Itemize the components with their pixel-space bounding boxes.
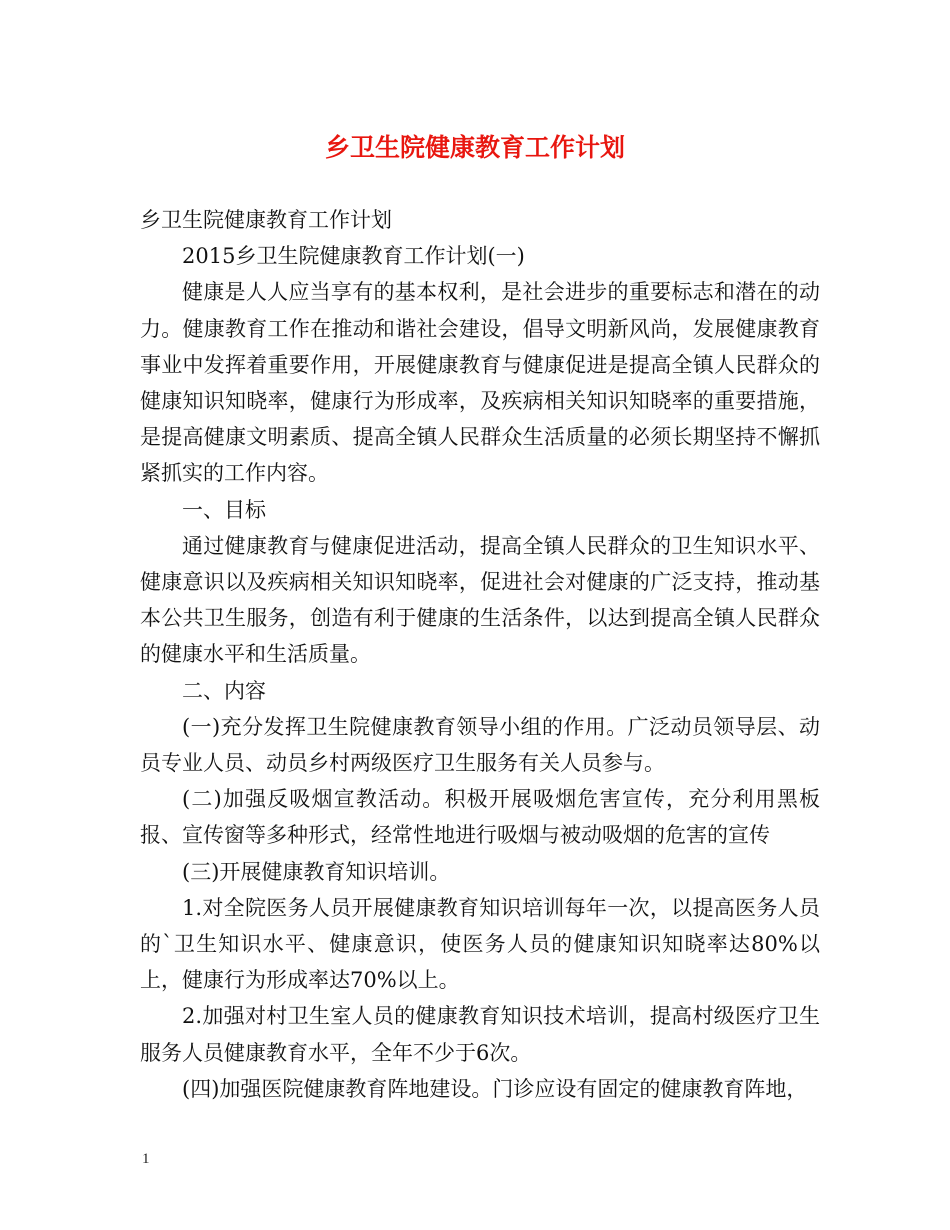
document-body [140, 202, 820, 1107]
document-title: 乡卫生院健康教育工作计划 [324, 133, 625, 162]
paragraph: 二、内容 [182, 678, 266, 703]
paragraph: (二)加强反吸烟宣教活动。积极开展吸烟危害宣传，充分利用黑板报、宣传窗等多种形式，经常性地进行吸烟与被动吸烟的危害的宣传 [140, 787, 820, 848]
paragraph: 2.加强对村卫生室人员的健康教育知识技术培训，提高村级医疗卫生服务人员健康教育水平，全年不少于6次。 [140, 1004, 820, 1065]
paragraph: (一)充分发挥卫生院健康教育领导小组的作用。广泛动员领导层、动员专业人员、动员乡村两级医疗卫生服务有关人员参与。 [140, 714, 820, 776]
paragraph: 乡卫生院健康教育工作计划 [140, 208, 392, 232]
paragraph: (四)加强医院健康教育阵地建设。门诊应设有固定的健康教育阵地， [182, 1076, 808, 1101]
paragraph: 2015乡卫生院健康教育工作计划(一) [182, 244, 525, 269]
paragraph: 健康是人人应当享有的基本权利，是社会进步的重要标志和潜在的动力。健康教育工作在推动和谐社会建设，倡导文明新风尚，发展健康教育事业中发挥着重要作用，开展健康教育与健康促进是提高全镇人民群众的健康知识知晓率，健康行为形成率，及疾病相关知识知晓率的重要措施，是提高健康文明素质、提高全镇人民群众生活质量的必须长期坚持不懈抓紧抓实的工作内容。 [140, 280, 820, 486]
paragraph: 通过健康教育与健康促进活动，提高全镇人民群众的卫生知识水平、健康意识以及疾病相关知识知晓率，促进社会对健康的广泛支持，推动基本公共卫生服务，创造有利于健康的生活条件，以达到提高全镇人民群众的健康水平和生活质量。 [140, 533, 820, 667]
page-number: 1 [142, 1151, 150, 1167]
paragraph: 一、目标 [182, 497, 266, 522]
paragraph: 1.对全院医务人员开展健康教育知识培训每年一次，以提高医务人员的`卫生知识水平、健康意识，使医务人员的健康知识知晓率达80%以上，健康行为形成率达70%以上。 [140, 895, 820, 993]
paragraph: (三)开展健康教育知识培训。 [182, 859, 451, 884]
